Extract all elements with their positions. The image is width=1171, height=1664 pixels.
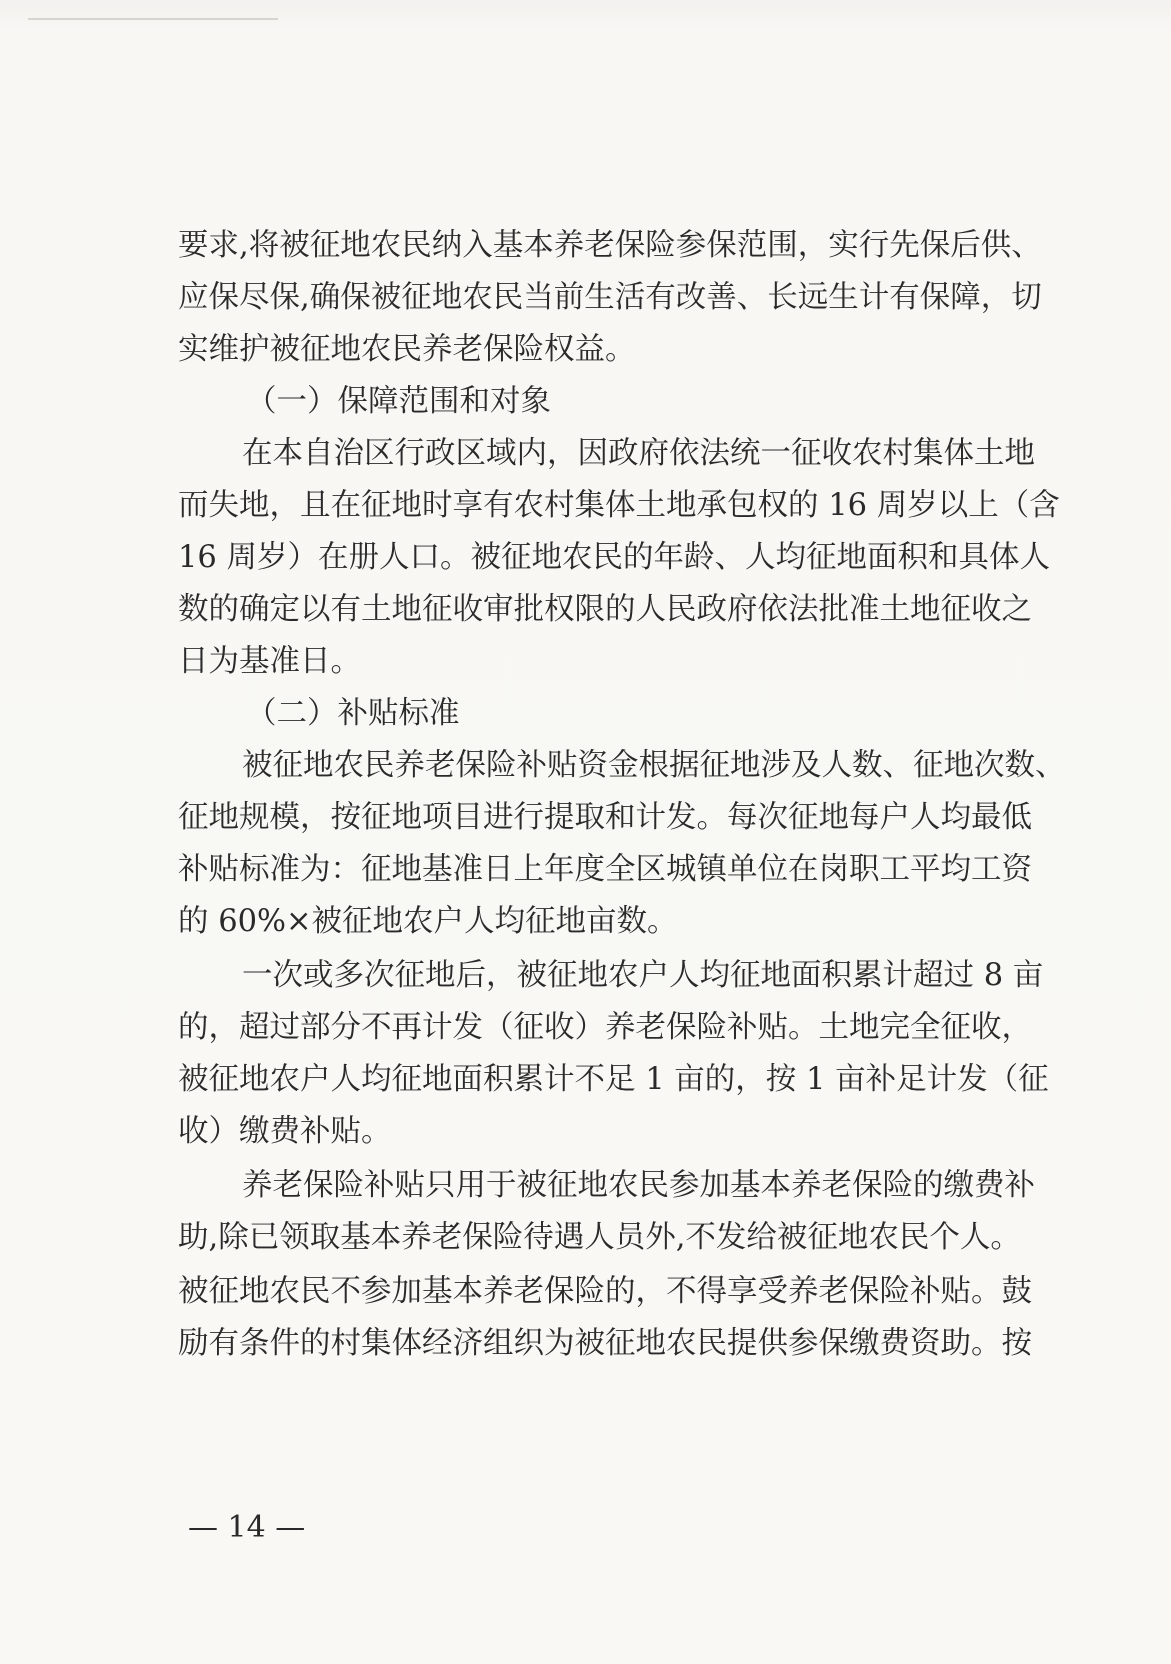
paragraph-line: 征地规模，按征地项目进行提取和计发。每次征地每户人均最低 (178, 800, 1032, 835)
paragraph-line: 数的确定以有土地征收审批权限的人民政府依法批准土地征收之 (178, 592, 1032, 627)
paragraph-line: 补贴标准为：征地基准日上年度全区城镇单位在岗职工平均工资 (178, 852, 1032, 887)
paragraph-line: 在本自治区行政区域内，因政府依法统一征收农村集体土地 (242, 436, 1035, 471)
paragraph-line: 的 60%×被征地农户人均征地亩数。 (178, 904, 678, 939)
paragraph-line: 养老保险补贴只用于被征地农民参加基本养老保险的缴费补 (242, 1168, 1035, 1203)
page-number: — 14 — (188, 1510, 306, 1545)
paragraph-line: 应保尽保,确保被征地农民当前生活有改善、长远生计有保障，切 (178, 280, 1042, 315)
paragraph-line: 被征地农民不参加基本养老保险的，不得享受养老保险补贴。鼓 (178, 1274, 1032, 1309)
paragraph-line: 被征地农户人均征地面积累计不足 1 亩的，按 1 亩补足计发（征 (178, 1062, 1049, 1097)
top-edge-mark (28, 18, 278, 20)
section-heading: （一）保障范围和对象 (246, 384, 551, 419)
paragraph-line: 实维护被征地农民养老保险权益。 (178, 332, 636, 367)
paragraph-line: 收）缴费补贴。 (178, 1114, 392, 1149)
paragraph-line: 助,除已领取基本养老保险待遇人员外,不发给被征地农民个人。 (178, 1220, 1021, 1255)
section-heading: （二）补贴标准 (246, 696, 460, 731)
paragraph-line: 励有条件的村集体经济组织为被征地农民提供参保缴费资助。按 (178, 1326, 1032, 1361)
paragraph-line: 要求,将被征地农民纳入基本养老保险参保范围，实行先保后供、 (178, 228, 1042, 263)
paragraph-line: 被征地农民养老保险补贴资金根据征地涉及人数、征地次数、 (242, 748, 1066, 783)
paragraph-line: 而失地，且在征地时享有农村集体土地承包权的 16 周岁以上（含 (178, 488, 1060, 523)
paragraph-line: 日为基准日。 (178, 644, 361, 679)
paragraph-line: 16 周岁）在册人口。被征地农民的年龄、人均征地面积和具体人 (178, 540, 1051, 575)
paragraph-line: 的，超过部分不再计发（征收）养老保险补贴。土地完全征收， (178, 1010, 1032, 1045)
paragraph-line: 一次或多次征地后，被征地农户人均征地面积累计超过 8 亩 (242, 958, 1044, 993)
